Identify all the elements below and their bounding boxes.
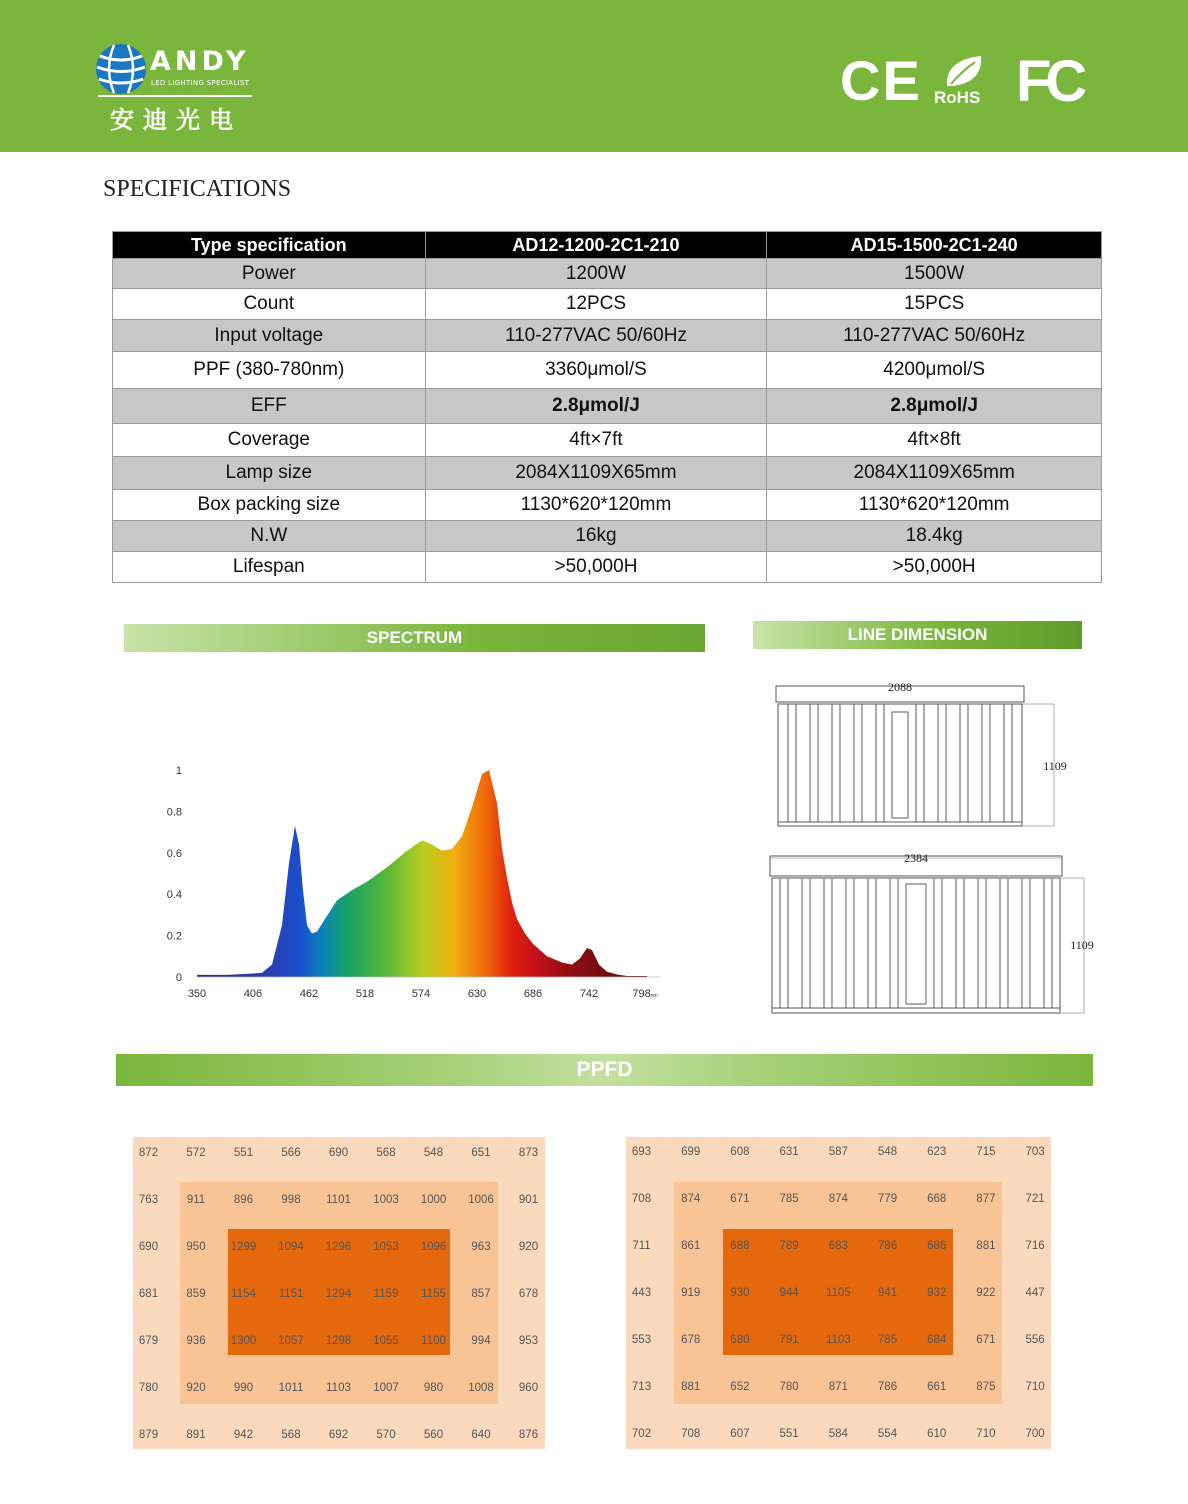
- y-tick-label: 0: [175, 972, 182, 984]
- ppfd-value: 1000: [420, 1194, 447, 1206]
- ppfd-value: 785: [779, 1193, 799, 1205]
- ppfd-value: 857: [471, 1288, 491, 1300]
- ppfd-value: 584: [828, 1428, 848, 1440]
- ppfd-value: 1008: [468, 1382, 494, 1394]
- table-row: [113, 521, 1102, 552]
- brand-tagline: LED LIGHTING SPECIALIST: [151, 79, 250, 87]
- row-label: Count: [113, 289, 426, 320]
- rohs-mark: RoHS: [934, 88, 981, 107]
- ppfd-value: 1299: [230, 1241, 257, 1253]
- ppfd-value: 963: [471, 1241, 491, 1253]
- ppfd-value: 875: [976, 1381, 996, 1393]
- ppfd-value: 652: [730, 1381, 750, 1393]
- ppfd-value: 936: [186, 1335, 206, 1347]
- x-tick-label: 350: [187, 988, 207, 1000]
- ppfd-value: 920: [186, 1382, 206, 1394]
- logo-divider: [98, 95, 252, 97]
- ppfd-value: 548: [423, 1147, 444, 1159]
- spectrum-section-title: SPECTRUM: [124, 624, 705, 652]
- ppfd-value: 623: [927, 1146, 947, 1158]
- ppfd-value: 785: [877, 1334, 898, 1346]
- dimension-width-label: 2088: [888, 680, 912, 694]
- ppfd-value: 786: [877, 1240, 898, 1252]
- table-cell: 12PCS: [425, 289, 767, 320]
- ppfd-value: 608: [730, 1146, 750, 1158]
- table-cell: 1500W: [767, 259, 1102, 289]
- row-label: N.W: [113, 521, 426, 552]
- ppfd-value: 688: [730, 1240, 750, 1252]
- x-tick-label: 742: [579, 988, 599, 1000]
- ppfd-value: 780: [138, 1382, 159, 1394]
- ppfd-value: 566: [281, 1147, 301, 1159]
- table-row: [113, 457, 1102, 490]
- x-tick-label: 630: [467, 988, 487, 1000]
- ppfd-value: 551: [233, 1147, 254, 1159]
- ppfd-value: 1298: [325, 1335, 352, 1347]
- row-label: Box packing size: [113, 490, 426, 521]
- ppfd-value: 1159: [373, 1288, 399, 1300]
- ppfd-value: 944: [779, 1287, 799, 1299]
- ppfd-value: 896: [233, 1194, 254, 1206]
- ppfd-value: 1296: [325, 1241, 352, 1253]
- table-row: [113, 352, 1102, 389]
- ppfd-grid-right: [626, 1137, 1051, 1449]
- table-cell: >50,000H: [767, 552, 1102, 583]
- dimension-width-label: 2384: [904, 851, 928, 865]
- fixture-drawing-small: [776, 680, 1067, 826]
- x-tick-label: 574: [411, 988, 431, 1000]
- ppfd-value: 713: [631, 1381, 652, 1393]
- ppfd-value: 942: [233, 1429, 254, 1441]
- y-tick-label: 0.4: [166, 889, 182, 902]
- ppfd-value: 671: [730, 1193, 750, 1205]
- row-label: PPF (380-780nm): [113, 352, 426, 389]
- ppfd-value: 716: [1025, 1240, 1045, 1252]
- table-cell: >50,000H: [425, 552, 767, 583]
- ppfd-value: 932: [927, 1287, 947, 1299]
- table-cell: 110-277VAC 50/60Hz: [425, 320, 767, 352]
- table-row: [113, 490, 1102, 521]
- ppfd-value: 568: [281, 1429, 301, 1441]
- ppfd-value: 998: [281, 1194, 301, 1206]
- ppfd-value: 780: [779, 1381, 799, 1393]
- table-cell: 4ft×7ft: [425, 424, 767, 457]
- table-cell: 16kg: [425, 521, 767, 552]
- column-header: AD12-1200-2C1-210: [425, 232, 767, 259]
- table-cell: 15PCS: [767, 289, 1102, 320]
- table-header-row: [113, 232, 1102, 259]
- ppfd-value: 1053: [373, 1241, 399, 1253]
- ce-mark: CE: [840, 49, 922, 112]
- ppfd-value: 686: [927, 1240, 947, 1252]
- ppfd-value: 994: [471, 1335, 491, 1347]
- ppfd-value: 570: [376, 1429, 396, 1441]
- ppfd-value: 447: [1025, 1287, 1045, 1299]
- ppfd-value: 711: [632, 1240, 651, 1252]
- andy-logo: [94, 40, 264, 140]
- globe-icon: [94, 42, 148, 96]
- ppfd-value: 551: [779, 1428, 799, 1440]
- ppfd-value: 708: [631, 1193, 652, 1205]
- ppfd-value: 690: [138, 1241, 159, 1253]
- ppfd-value: 786: [877, 1381, 898, 1393]
- row-label: Lifespan: [113, 552, 426, 583]
- ppfd-value: 679: [138, 1335, 159, 1347]
- ppfd-value: 661: [927, 1381, 947, 1393]
- table-row: [113, 424, 1102, 457]
- ppfd-value: 568: [376, 1147, 396, 1159]
- ppfd-value: 861: [681, 1240, 701, 1252]
- ppfd-value: 1007: [373, 1382, 399, 1394]
- ppfd-value: 553: [631, 1334, 652, 1346]
- ppfd-value: 715: [976, 1146, 996, 1158]
- table-cell: 2084X1109X65mm: [425, 457, 767, 490]
- ppfd-value: 873: [518, 1147, 539, 1159]
- ppfd-value: 560: [423, 1429, 444, 1441]
- spectrum-chart: [140, 740, 680, 1010]
- ppfd-value: 930: [730, 1287, 750, 1299]
- row-label: Coverage: [113, 424, 426, 457]
- table-cell: 4ft×8ft: [767, 424, 1102, 457]
- ppfd-value: 1003: [373, 1194, 399, 1206]
- x-tick-label: 518: [355, 988, 375, 1000]
- ppfd-value: 871: [828, 1381, 848, 1393]
- ppfd-value: 554: [877, 1428, 898, 1440]
- table-row: [113, 259, 1102, 289]
- ppfd-value: 640: [471, 1429, 491, 1441]
- table-cell: 2.8μmol/J: [767, 389, 1102, 424]
- fc-mark: FC: [1016, 49, 1082, 114]
- ppfd-value: 684: [927, 1334, 947, 1346]
- ppfd-value: 710: [976, 1428, 996, 1440]
- ppfd-value: 678: [518, 1288, 539, 1300]
- ppfd-value: 572: [186, 1147, 206, 1159]
- specifications-table: [112, 231, 1102, 583]
- row-label: Power: [113, 259, 426, 289]
- ppfd-value: 779: [877, 1193, 898, 1205]
- ppfd-section-title: PPFD: [116, 1054, 1093, 1086]
- ppfd-value: 702: [631, 1428, 652, 1440]
- ppfd-value: 1154: [231, 1288, 256, 1300]
- ppfd-value: 700: [1025, 1428, 1045, 1440]
- ppfd-value: 443: [631, 1287, 652, 1299]
- row-label: Lamp size: [113, 457, 426, 490]
- ppfd-value: 1006: [468, 1194, 494, 1206]
- table-cell: 18.4kg: [767, 521, 1102, 552]
- ppfd-value: 556: [1025, 1334, 1045, 1346]
- table-cell: 1130*620*120mm: [425, 490, 767, 521]
- ppfd-value: 548: [877, 1146, 898, 1158]
- table-row: [113, 289, 1102, 320]
- ppfd-value: 1105: [825, 1287, 851, 1299]
- ppfd-value: 874: [681, 1193, 701, 1205]
- ppfd-value: 872: [138, 1147, 159, 1159]
- ppfd-value: 1294: [325, 1288, 352, 1300]
- column-header: AD15-1500-2C1-240: [767, 232, 1102, 259]
- ppfd-value: 587: [828, 1146, 848, 1158]
- x-tick-label: 406: [243, 988, 263, 1000]
- ppfd-value: 680: [730, 1334, 750, 1346]
- ppfd-value: 941: [877, 1287, 898, 1299]
- row-label: EFF: [113, 389, 426, 424]
- ppfd-value: 859: [186, 1288, 206, 1300]
- ppfd-value: 891: [186, 1429, 206, 1441]
- fixture-drawing-large: [770, 851, 1094, 1013]
- ppfd-value: 671: [976, 1334, 996, 1346]
- ppfd-value: 690: [328, 1147, 349, 1159]
- ppfd-value: 874: [828, 1193, 848, 1205]
- ppfd-value: 1011: [278, 1382, 304, 1394]
- ppfd-grid-left: [133, 1137, 545, 1449]
- ppfd-value: 721: [1025, 1193, 1045, 1205]
- ppfd-value: 1055: [373, 1335, 399, 1347]
- y-tick-label: 0.6: [166, 847, 182, 860]
- ppfd-value: 610: [927, 1428, 947, 1440]
- ppfd-value: 922: [976, 1287, 996, 1299]
- ppfd-value: 1101: [326, 1194, 351, 1206]
- table-row: [113, 320, 1102, 352]
- ppfd-value: 953: [518, 1335, 539, 1347]
- table-cell: 3360μmol/S: [425, 352, 767, 389]
- table-cell: 4200μmol/S: [767, 352, 1102, 389]
- ppfd-value: 876: [518, 1429, 539, 1441]
- ppfd-value: 1094: [278, 1241, 304, 1253]
- table-cell: 2.8μmol/J: [425, 389, 767, 424]
- ppfd-value: 919: [681, 1287, 701, 1299]
- ppfd-value: 879: [138, 1429, 159, 1441]
- header-banner: [0, 0, 1188, 152]
- ppfd-value: 1103: [825, 1334, 851, 1346]
- table-cell: 1130*620*120mm: [767, 490, 1102, 521]
- ppfd-value: 763: [138, 1194, 159, 1206]
- specifications-title: SPECIFICATIONS: [103, 176, 292, 202]
- y-tick-label: 1: [175, 765, 182, 777]
- table-row: [113, 389, 1102, 424]
- ppfd-value: 1151: [278, 1288, 304, 1300]
- table-cell: 1200W: [425, 259, 767, 289]
- ppfd-value: 710: [1025, 1381, 1045, 1393]
- ppfd-value: 1057: [278, 1335, 304, 1347]
- brand-name-chinese: 安迪光电: [110, 106, 242, 134]
- ppfd-value: 791: [779, 1334, 799, 1346]
- ppfd-value: 1096: [420, 1241, 447, 1253]
- ppfd-value: 911: [186, 1194, 206, 1206]
- ppfd-value: 877: [976, 1193, 996, 1205]
- line-dimension-section-title: LINE DIMENSION: [753, 621, 1082, 649]
- ppfd-value: 950: [186, 1241, 206, 1253]
- dimension-height-label: 1109: [1070, 938, 1094, 952]
- ppfd-value: 881: [681, 1381, 701, 1393]
- ppfd-value: 651: [471, 1147, 491, 1159]
- leaf-icon: [941, 52, 987, 92]
- ppfd-value: 990: [233, 1382, 254, 1394]
- ppfd-value: 1300: [230, 1335, 257, 1347]
- ppfd-value: 703: [1025, 1146, 1045, 1158]
- x-unit-label: nm: [650, 993, 658, 999]
- ppfd-value: 699: [681, 1146, 701, 1158]
- ppfd-value: 980: [423, 1382, 444, 1394]
- x-tick-label: 462: [299, 988, 319, 1000]
- ppfd-value: 683: [828, 1240, 848, 1252]
- ppfd-value: 668: [927, 1193, 947, 1205]
- ppfd-value: 631: [779, 1146, 799, 1158]
- ppfd-value: 789: [779, 1240, 799, 1252]
- line-dimension-drawings: [766, 678, 1096, 1018]
- table-cell: 110-277VAC 50/60Hz: [767, 320, 1102, 352]
- y-tick-label: 0.2: [166, 930, 182, 943]
- ppfd-value: 960: [518, 1382, 539, 1394]
- ppfd-value: 920: [518, 1241, 539, 1253]
- ppfd-value: 678: [681, 1334, 701, 1346]
- dimension-height-label: 1109: [1043, 759, 1067, 773]
- brand-name: ANDY: [150, 46, 250, 77]
- ppfd-value: 881: [976, 1240, 996, 1252]
- ppfd-value: 681: [138, 1288, 159, 1300]
- row-label: Input voltage: [113, 320, 426, 352]
- ppfd-value: 1155: [421, 1288, 446, 1300]
- x-tick-label: 798nm: [632, 988, 658, 1000]
- ppfd-value: 1103: [326, 1382, 351, 1394]
- spectrum-curve: [197, 770, 647, 977]
- ppfd-value: 901: [518, 1194, 539, 1206]
- ppfd-value: 692: [328, 1429, 349, 1441]
- y-tick-label: 0.8: [166, 806, 182, 819]
- column-header: Type specification: [113, 232, 426, 259]
- table-row: [113, 552, 1102, 583]
- x-tick-label: 686: [523, 988, 543, 1000]
- table-cell: 2084X1109X65mm: [767, 457, 1102, 490]
- ppfd-value: 607: [730, 1428, 750, 1440]
- ppfd-value: 1100: [421, 1335, 446, 1347]
- ppfd-value: 693: [631, 1146, 652, 1158]
- ppfd-value: 708: [681, 1428, 701, 1440]
